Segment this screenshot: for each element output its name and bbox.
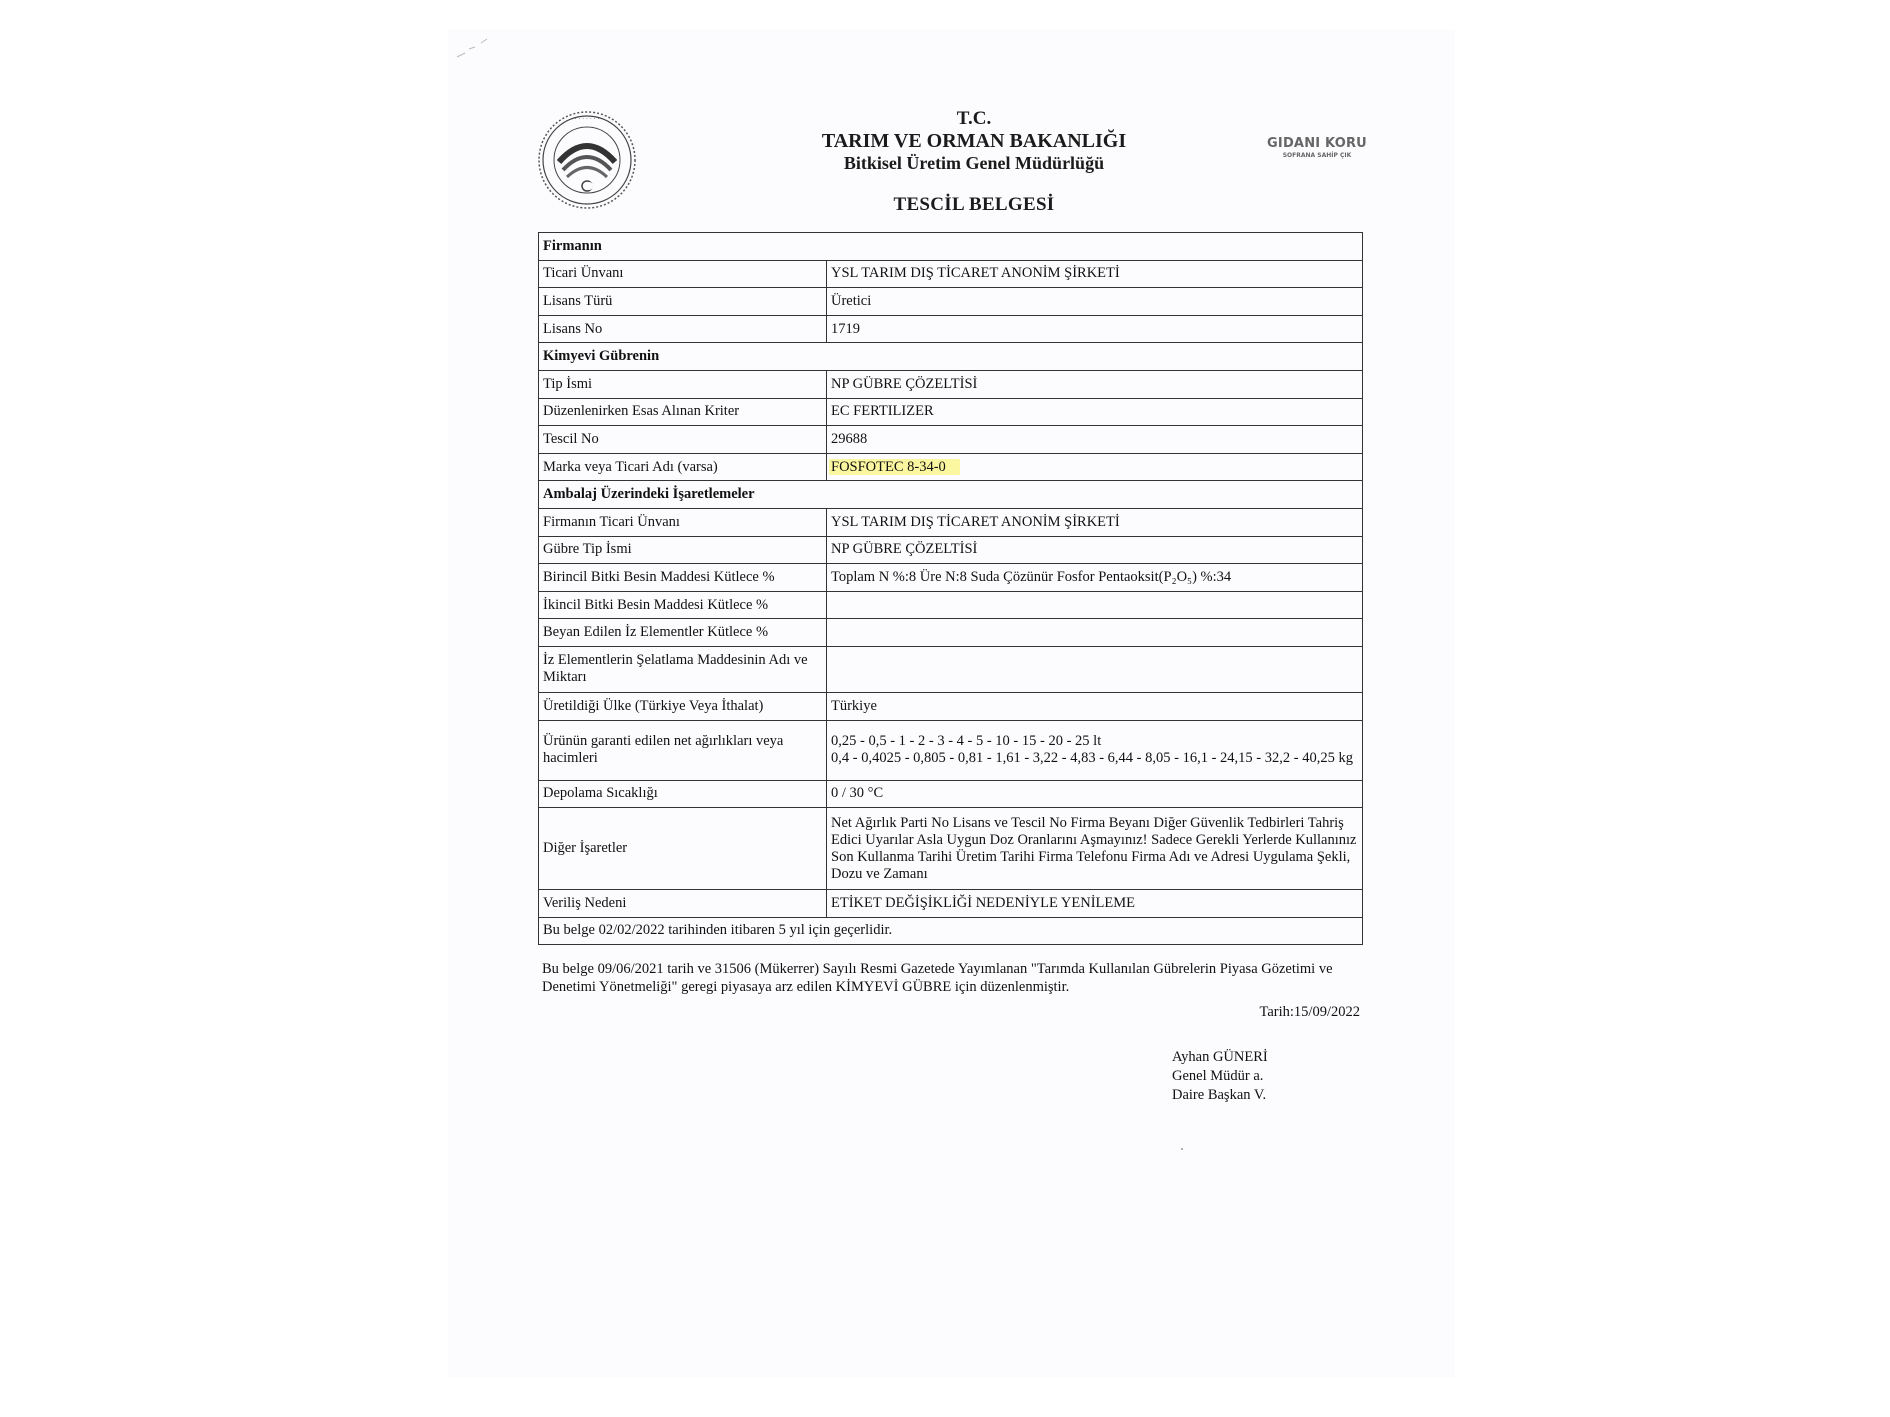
section-firm: Firmanın bbox=[539, 233, 1363, 261]
row-label: İkincil Bitki Besin Maddesi Kütlece % bbox=[539, 591, 827, 619]
net-weights: 0,4 - 0,4025 - 0,805 - 0,81 - 1,61 - 3,22 - 4,83 - 6,44 - 8,05 - 16,1 - 24,15 - 32,2 - 40,25 kg bbox=[831, 750, 1353, 766]
table-row bbox=[539, 564, 1363, 592]
table-row bbox=[539, 808, 1363, 890]
header-directorate: Bitkisel Üretim Genel Müdürlüğü bbox=[843, 153, 1105, 173]
header-tc: T.C. bbox=[956, 108, 992, 129]
table-section-row bbox=[539, 481, 1363, 509]
table-row bbox=[539, 260, 1363, 288]
row-value: NP GÜBRE ÇÖZELTİSİ bbox=[827, 536, 1363, 564]
row-label: Ticari Ünvanı bbox=[539, 260, 827, 288]
row-value bbox=[827, 646, 1363, 692]
row-label: Gübre Tip İsmi bbox=[539, 536, 827, 564]
highlighted-brand-value: FOSFOTEC 8-34-0 bbox=[829, 459, 960, 475]
section-packaging: Ambalaj Üzerindeki İşaretlemeler bbox=[539, 481, 1363, 509]
row-label: Depolama Sıcaklığı bbox=[539, 780, 827, 808]
row-value: YSL TARIM DIŞ TİCARET ANONİM ŞİRKETİ bbox=[827, 508, 1363, 536]
table-section-row bbox=[539, 233, 1363, 261]
table-row bbox=[539, 890, 1363, 918]
table-row bbox=[539, 692, 1363, 720]
row-label: Diğer İşaretler bbox=[539, 808, 827, 890]
row-label: Tip İsmi bbox=[539, 370, 827, 398]
row-label: Lisans Türü bbox=[539, 288, 827, 316]
section-fertilizer: Kimyevi Gübrenin bbox=[539, 343, 1363, 371]
row-value: Toplam N %:8 Üre N:8 Suda Çözünür Fosfor Pentaoksit(P₂O₅) %:34 bbox=[827, 564, 1363, 592]
table-row bbox=[539, 536, 1363, 564]
table-row bbox=[539, 288, 1363, 316]
row-label: Ürünün garanti edilen net ağırlıkları veya hacimleri bbox=[539, 720, 827, 780]
row-label: Veriliş Nedeni bbox=[539, 890, 827, 918]
row-value: Net Ağırlık Parti No Lisans ve Tescil No Firma Beyanı Diğer Güvenlik Tedbirleri Tahriş Edici Uyarılar Asla Uygun Doz Oranlarını Aşmayınız! Sadece Gerekli Yerlerde Kullanınız Son Kullanma Tarihi Üretim Tarihi Firma Telefonu Firma Adı ve Adresi Uygulama Şekli, Dozu ve Zamanı bbox=[827, 808, 1363, 890]
table-row bbox=[539, 780, 1363, 808]
signer-title: Genel Müdür a. bbox=[1172, 1068, 1264, 1084]
row-value: NP GÜBRE ÇÖZELTİSİ bbox=[827, 370, 1363, 398]
row-value: 0 / 30 °C bbox=[827, 780, 1363, 808]
row-value: Üretici bbox=[827, 288, 1363, 316]
page-title: TESCİL BELGESİ bbox=[893, 194, 1055, 215]
table-row bbox=[539, 508, 1363, 536]
row-label: İz Elementlerin Şelatlama Maddesinin Adı ve Miktarı bbox=[539, 646, 827, 692]
scan-mark bbox=[455, 35, 495, 65]
row-label: Beyan Edilen İz Elementler Kütlece % bbox=[539, 619, 827, 647]
header-ministry: TARIM VE ORMAN BAKANLIĞI bbox=[821, 130, 1127, 152]
validity-statement: Bu belge 02/02/2022 tarihinden itibaren 5 yıl için geçerlidir. bbox=[539, 917, 1363, 945]
brand-name: GIDANI KORU bbox=[1267, 136, 1367, 151]
brand-tagline: SOFRANA SAHİP ÇIK bbox=[1282, 152, 1352, 159]
scan-speck bbox=[1181, 1148, 1183, 1150]
table-section-row bbox=[539, 343, 1363, 371]
table-row bbox=[539, 720, 1363, 780]
row-label: Marka veya Ticari Adı (varsa) bbox=[539, 453, 827, 481]
row-label: Düzenlenirken Esas Alınan Kriter bbox=[539, 398, 827, 426]
row-value bbox=[827, 720, 1363, 780]
table-row bbox=[539, 426, 1363, 454]
signer-name: Ayhan GÜNERİ bbox=[1172, 1049, 1268, 1065]
table-row bbox=[539, 591, 1363, 619]
signature-block bbox=[1172, 1048, 1268, 1105]
net-volumes: 0,25 - 0,5 - 1 - 2 - 3 - 4 - 5 - 10 - 15 - 20 - 25 lt bbox=[831, 733, 1102, 749]
table-row bbox=[539, 398, 1363, 426]
row-value: ETİKET DEĞİŞİKLİĞİ NEDENİYLE YENİLEME bbox=[827, 890, 1363, 918]
registration-table bbox=[538, 232, 1363, 945]
table-row bbox=[539, 453, 1363, 481]
regulation-note: Bu belge 09/06/2021 tarih ve 31506 (Mükerrer) Sayılı Resmi Gazetede Yayımlanan "Tarımda Kullanılan Gübrelerin Piyasa Gözetimi ve Denetimi Yönetmeliği" geregi piyasaya arz edilen KİMYEVİ GÜBRE için düzenlenmiştir. bbox=[542, 961, 1333, 995]
row-value: 29688 bbox=[827, 426, 1363, 454]
row-label: Tescil No bbox=[539, 426, 827, 454]
document-header bbox=[448, 108, 1455, 216]
table-row bbox=[539, 917, 1363, 945]
row-label: Firmanın Ticari Ünvanı bbox=[539, 508, 827, 536]
signer-title-secondary: Daire Başkan V. bbox=[1172, 1087, 1267, 1103]
table-row bbox=[539, 646, 1363, 692]
row-label: Birincil Bitki Besin Maddesi Kütlece % bbox=[539, 564, 827, 592]
row-value: YSL TARIM DIŞ TİCARET ANONİM ŞİRKETİ bbox=[827, 260, 1363, 288]
row-label: Lisans No bbox=[539, 315, 827, 343]
row-label: Üretildiği Ülke (Türkiye Veya İthalat) bbox=[539, 692, 827, 720]
table-row bbox=[539, 370, 1363, 398]
row-value bbox=[827, 619, 1363, 647]
row-value: EC FERTILIZER bbox=[827, 398, 1363, 426]
row-value: 1719 bbox=[827, 315, 1363, 343]
brand-logo bbox=[1262, 136, 1372, 159]
svg-text:· · · · · · ·: · · · · · · · bbox=[574, 116, 600, 123]
row-value bbox=[827, 453, 1363, 481]
table-row bbox=[539, 619, 1363, 647]
issue-date: Tarih:15/09/2022 bbox=[1259, 1004, 1360, 1020]
row-value bbox=[827, 591, 1363, 619]
table-row bbox=[539, 315, 1363, 343]
row-value: Türkiye bbox=[827, 692, 1363, 720]
